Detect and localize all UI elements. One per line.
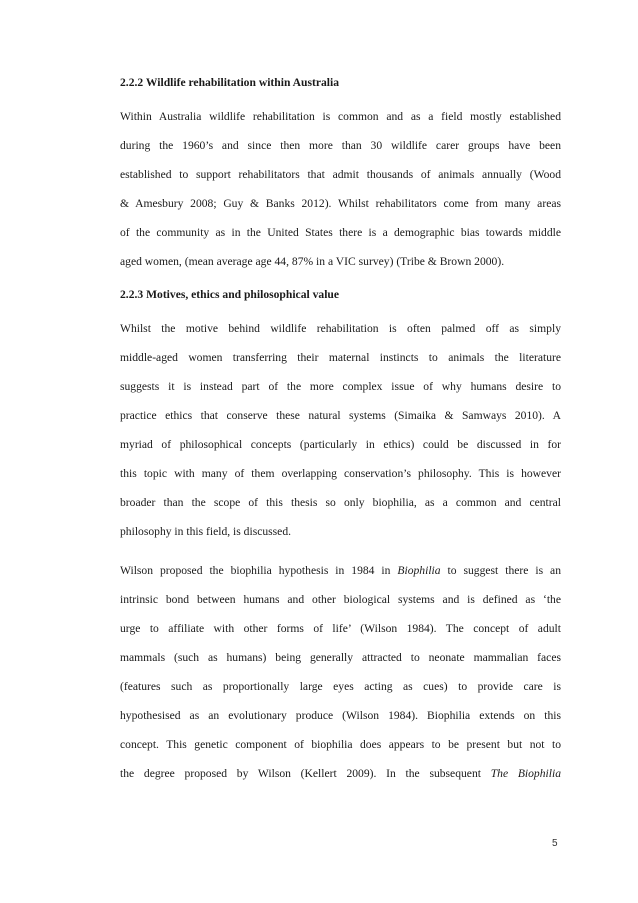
text-line: Within Australia wildlife rehabilitation is common and as a field mostly established xyxy=(120,110,561,123)
text-line: myriad of philosophical concepts (particularly in ethics) could be discussed in for xyxy=(120,438,561,451)
text-line: urge to affiliate with other forms of life’ (Wilson 1984). The concept of adult xyxy=(120,622,561,635)
text-line: broader than the scope of this thesis so only biophilia, as a common and central xyxy=(120,496,561,509)
text-line: intrinsic bond between humans and other biological systems and is defined as ‘the xyxy=(120,593,561,606)
section-heading-wildlife-rehabilitation-australia: 2.2.2 Wildlife rehabilitation within Australia xyxy=(120,76,340,89)
section-heading-motives-ethics: 2.2.3 Motives, ethics and philosophical value xyxy=(120,288,340,301)
paragraph-wildlife-rehabilitation-australia xyxy=(120,102,561,276)
text-line: philosophy in this field, is discussed. xyxy=(120,525,292,538)
text-line: during the 1960’s and since then more than 30 wildlife carer groups have been xyxy=(120,139,561,152)
text-run: to suggest there is an xyxy=(440,564,562,577)
text-line: & Amesbury 2008; Guy & Banks 2012). Whilst rehabilitators come from many areas xyxy=(120,197,561,210)
text-line: suggests it is instead part of the more complex issue of why humans desire to xyxy=(120,380,561,393)
text-line: practice ethics that conserve these natural systems (Simaika & Samways 2010). A xyxy=(120,409,561,422)
text-line: middle-aged women transferring their maternal instincts to animals the literature xyxy=(120,351,561,364)
paragraph-motives-ethics xyxy=(120,314,561,546)
text-line: of the community as in the United States there is a demographic bias towards middle xyxy=(120,226,561,239)
text-line: hypothesised as an evolutionary produce (Wilson 1984). Biophilia extends on this xyxy=(120,709,561,722)
book-title-the-biophilia: The Biophilia xyxy=(490,767,561,780)
text-line: mammals (such as humans) being generally attracted to neonate mammalian faces xyxy=(120,651,561,664)
text-run: Wilson proposed the biophilia hypothesis in 1984 in xyxy=(120,564,398,577)
text-line xyxy=(120,556,561,585)
book-title-biophilia: Biophilia xyxy=(397,564,441,577)
text-line: aged women, (mean average age 44, 87% in a VIC survey) (Tribe & Brown 2000). xyxy=(120,255,505,268)
text-line: established to support rehabilitators that admit thousands of animals annually (Wood xyxy=(120,168,561,181)
text-line: this topic with many of them overlapping conservation’s philosophy. This is however xyxy=(120,467,561,480)
text-line: concept. This genetic component of biophilia does appears to be present but not to xyxy=(120,738,561,751)
paragraph-biophilia-hypothesis xyxy=(120,556,561,788)
text-line: (features such as proportionally large eyes acting as cues) to provide care is xyxy=(120,680,561,693)
page-content xyxy=(120,74,561,798)
text-run: the degree proposed by Wilson (Kellert 2009). In the subsequent xyxy=(120,767,491,780)
page-number: 5 xyxy=(552,838,558,849)
text-line: Whilst the motive behind wildlife rehabilitation is often palmed off as simply xyxy=(120,322,561,335)
text-line xyxy=(120,759,561,788)
